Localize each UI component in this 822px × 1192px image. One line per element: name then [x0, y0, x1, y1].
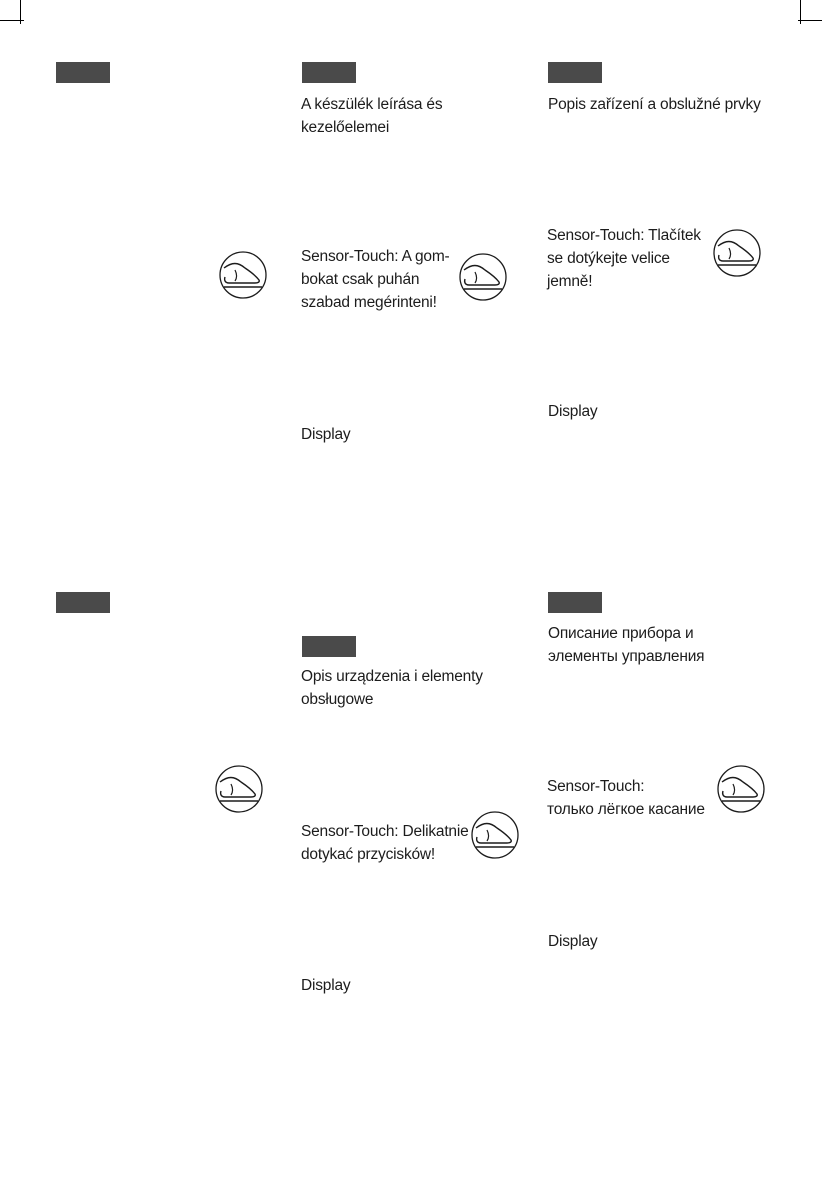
language-tab: [56, 592, 110, 613]
finger-touch-icon: [712, 228, 762, 278]
language-tab-ru: [548, 592, 602, 613]
language-tab-pl: [302, 636, 356, 657]
sensor-touch-note-hu: Sensor-Touch: A gom- bokat csak puhán szabad megérinteni!: [301, 248, 450, 311]
finger-touch-icon: [218, 250, 268, 300]
finger-touch-icon: [716, 764, 766, 814]
section-title-cs: Popis zařízení a obslužné prvky: [548, 96, 761, 113]
finger-touch-icon: [458, 252, 508, 302]
display-label-ru: Display: [548, 933, 598, 950]
display-label-hu: Display: [301, 426, 351, 443]
sensor-touch-note-pl: Sensor-Touch: Delikatnie dotykać przycisków!: [301, 823, 469, 863]
sensor-touch-note-ru: Sensor-Touch: только лёгкое касание: [547, 778, 705, 818]
display-label-pl: Display: [301, 977, 351, 994]
finger-touch-icon: [214, 764, 264, 814]
language-tab-hu: [302, 62, 356, 83]
section-title-pl: Opis urządzenia i elementy obsługowe: [301, 668, 483, 708]
language-tab-cs: [548, 62, 602, 83]
section-title-hu: A készülék leírása és kezelőelemei: [301, 96, 443, 136]
display-label-cs: Display: [548, 403, 598, 420]
crop-mark-left-top: [0, 20, 24, 21]
language-tab: [56, 62, 110, 83]
finger-touch-icon: [470, 810, 520, 860]
crop-mark-right-top: [798, 20, 822, 21]
sensor-touch-note-cs: Sensor-Touch: Tlačítek se dotýkejte velice jemně!: [547, 227, 701, 290]
section-title-ru: Описание прибора и элементы управления: [548, 625, 705, 665]
